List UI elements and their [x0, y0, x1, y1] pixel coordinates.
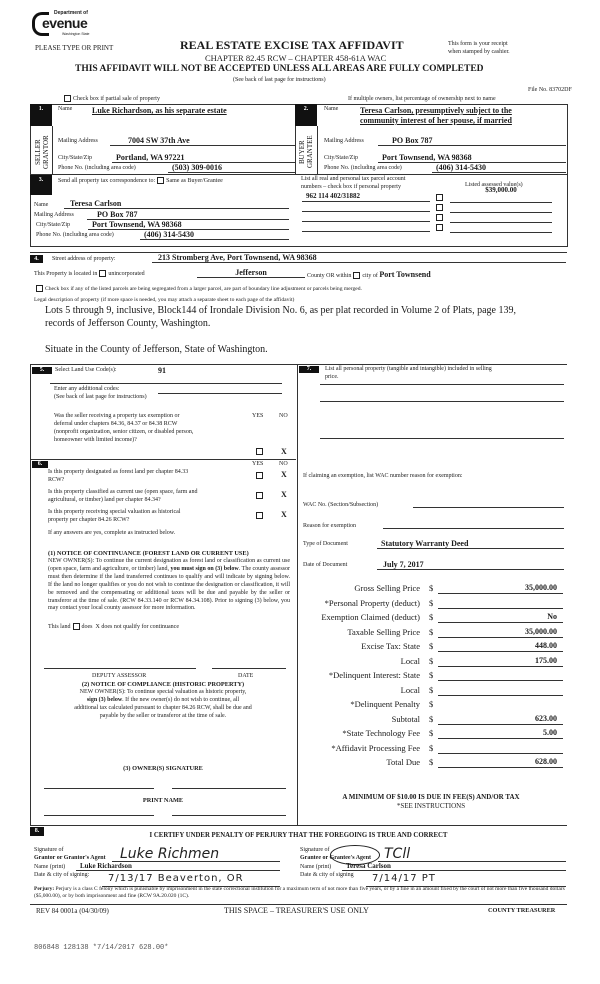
cashier-receipt-stamp: 806848 128138 *7/14/2017 628.00*	[34, 944, 169, 952]
personal-property-checkbox[interactable]	[436, 214, 443, 221]
seller-city-label: City/State/Zip	[58, 155, 92, 161]
no-header-6: NO	[279, 461, 288, 467]
question-yes-checkbox[interactable]	[256, 512, 263, 519]
grantor-signature-field[interactable]	[112, 845, 280, 862]
logo-sub-text: Washington State	[62, 32, 90, 36]
print-name-field-2[interactable]	[172, 815, 286, 816]
exemption-yes-checkbox[interactable]	[256, 448, 263, 455]
currency-symbol: $	[429, 742, 434, 753]
minimum-fee-note: A MINIMUM OF $10.00 IS DUE IN FEE(S) AND/OR TAX	[342, 793, 520, 801]
additional-codes-field[interactable]	[158, 386, 282, 394]
currency-symbol: $	[429, 670, 434, 680]
tax-row-value[interactable]: 35,000.00	[438, 627, 563, 638]
partial-sale-label: Check box if partial sale of property	[73, 95, 160, 102]
grantor-signature-label-1: Signature of	[34, 847, 64, 853]
currency-symbol: $	[429, 655, 434, 666]
exemption-question-1: Was the seller receiving a property tax exemption or	[54, 413, 180, 419]
location-line: This Property is located in unincorporated	[34, 270, 145, 277]
currency-symbol: $	[429, 699, 434, 709]
yes-header-6: YES	[252, 461, 264, 467]
section-8-marker: 8.	[30, 827, 44, 836]
exemption-question-3: (nonprofit organization, senior citizen, or disabled person,	[54, 429, 194, 435]
parcel-number-field[interactable]	[302, 212, 430, 222]
corr-name-label: Name	[34, 202, 49, 208]
grantor-date-value: 7/13/17 Beaverton, OR	[108, 873, 244, 884]
print-name-field-1[interactable]	[44, 815, 154, 816]
doc-type-field[interactable]: Statutory Warranty Deed	[377, 539, 564, 549]
legal-desc-line3[interactable]: Situate in the County of Jefferson, State of Washington.	[45, 344, 268, 355]
grantor-name-field[interactable]: Luke Richardson	[76, 862, 280, 871]
section-1-marker: 1.	[30, 104, 52, 126]
perjury-notice: Perjury: Perjury is a class C felony which is punishable by imprisonment in the state correctional institution for a maximum term of not more than five years, or by a fine in an amount fixed by the court of not more than five thousand dollars ($5,000.00), or by both imprisonment and fine (RCW 9A.20.020 (1C).	[34, 886, 565, 899]
form-revision: REV 84 0001a (04/30/09)	[36, 907, 109, 915]
legal-desc-line1[interactable]: Lots 5 through 9, inclusive, Block144 of Irondale Division No. 6, as per plat recorded in Volume 2 of Plats, page 139,	[45, 305, 516, 316]
currency-symbol: $	[429, 612, 434, 622]
additional-codes-note: (See back of last page for instructions)	[54, 394, 147, 400]
buyer-name-label: Name	[324, 106, 339, 112]
tax-row-value[interactable]	[438, 743, 563, 754]
tax-row-label: Subtotal	[391, 713, 420, 724]
corr-name-field[interactable]: Teresa Carlson	[64, 199, 289, 209]
corr-mailing-field[interactable]: PO Box 787	[87, 210, 289, 220]
doc-date-field[interactable]: July 7, 2017	[377, 560, 564, 570]
land-use-label: Select Land Use Code(s):	[55, 367, 117, 373]
buyer-city-field[interactable]: Port Townsend, WA 98368	[378, 153, 566, 163]
personal-property-checkbox[interactable]	[436, 224, 443, 231]
grantor-name-label: Name (print)	[34, 864, 66, 870]
same-as-buyer-checkbox[interactable]	[157, 177, 164, 184]
tax-row-label: *Affidavit Processing Fee	[331, 742, 420, 753]
assessed-value-label: Listed assessed value(s)	[465, 182, 523, 188]
buyer-name-field-line1[interactable]: Teresa Carlson, presumptively subject to the	[360, 106, 512, 115]
does-qualify-checkbox[interactable]	[73, 623, 80, 630]
tax-row-value[interactable]	[438, 685, 563, 696]
currency-symbol: $	[429, 728, 434, 738]
tax-row-label: Local	[400, 655, 420, 666]
grantee-date-label: Date & city of signing	[300, 872, 354, 878]
corr-city-label: City/State/Zip	[36, 222, 70, 228]
see-instructions-note: *SEE INSTRUCTIONS	[396, 802, 466, 810]
wac-no-label: WAC No. (Section/Subsection)	[303, 502, 379, 508]
seller-mailing-field[interactable]: 7004 SW 37th Ave	[110, 136, 295, 146]
buyer-city-label: City/State/Zip	[324, 155, 358, 161]
assessed-value-field[interactable]	[450, 216, 552, 233]
parcels-label-2: numbers – check box if personal property	[301, 184, 401, 190]
parcel-number-field[interactable]	[302, 222, 430, 232]
warning-banner: THIS AFFIDAVIT WILL NOT BE ACCEPTED UNLESS ALL AREAS ARE FULLY COMPLETED	[75, 64, 484, 74]
personal-property-checkbox[interactable]	[436, 204, 443, 211]
tax-row-label: Excise Tax: State	[361, 641, 420, 651]
assessed-value-field[interactable]: $39,000.00	[450, 186, 552, 203]
currency-symbol: $	[429, 757, 434, 767]
notice-compliance-title: (2) NOTICE OF COMPLIANCE (HISTORIC PROPERTY)	[81, 681, 245, 688]
seller-mailing-label: Mailing Address	[58, 138, 98, 144]
grantor-date-field[interactable]	[102, 868, 280, 887]
reason-exemption-field[interactable]	[383, 521, 564, 529]
logo-top-text: Department of	[54, 10, 88, 16]
doc-type-label: Type of Document	[303, 541, 348, 547]
grantee-name-label: Name (print)	[300, 864, 332, 870]
wac-no-field[interactable]	[413, 500, 564, 508]
reason-exemption-label: Reason for exemption	[303, 523, 356, 529]
additional-codes-label: Enter any additional codes:	[54, 386, 120, 392]
tax-row-value[interactable]: 448.00	[438, 641, 563, 652]
tax-row-value[interactable]: No	[438, 612, 563, 623]
personal-property-field-1[interactable]	[320, 384, 564, 385]
grantor-date-label: Date & city of signing:	[34, 872, 90, 878]
segregated-checkbox[interactable]	[36, 285, 43, 292]
parcel-number-field[interactable]: 962 114 402/31882	[302, 192, 430, 202]
question-yes-checkbox[interactable]	[256, 492, 263, 499]
buyer-mailing-field[interactable]: PO Box 787	[378, 136, 566, 146]
exemption-wac-label: If claiming an exemption, list WAC number reason for exemption:	[303, 473, 463, 479]
personal-property-field-2[interactable]	[320, 401, 564, 402]
owner-signature-field-2[interactable]	[172, 788, 286, 789]
unincorporated-checkbox[interactable]	[99, 270, 106, 277]
exemption-question-4: homeowner with limited income)?	[54, 437, 137, 443]
corr-mailing-label: Mailing Address	[34, 212, 74, 218]
question-yes-checkbox[interactable]	[256, 472, 263, 479]
grantee-name-field[interactable]: Teresa Carlson	[342, 862, 566, 871]
street-label: Street address of property:	[52, 256, 116, 262]
form-title: REAL ESTATE EXCISE TAX AFFIDAVIT	[180, 38, 404, 52]
correspondence-label: Send all property tax correspondence to: Same as Buyer/Grantee	[58, 177, 223, 184]
corr-city-field[interactable]: Port Townsend, WA 98368	[88, 220, 289, 230]
buyer-side-label: BUYER GRANTEE	[298, 135, 314, 169]
partial-sale	[62, 95, 160, 102]
exemption-question-2: deferral under chapters 84.36, 84.37 or 84.38 RCW	[54, 421, 178, 427]
grantor-signature-label-2: Grantor or Grantor's Agent	[34, 855, 106, 861]
legal-desc-line2[interactable]: records of Jefferson County, Washington.	[45, 318, 211, 329]
seller-city-field[interactable]: Portland, WA 97221	[112, 153, 295, 163]
grantee-date-field[interactable]	[366, 868, 566, 887]
forest-question: Is this property designated as forest land per chapter 84.33 RCW?	[48, 469, 189, 483]
deputy-assessor-label: DEPUTY ASSESSOR	[92, 673, 147, 679]
land-use-code-field[interactable]: 91	[158, 366, 166, 375]
perjury-certification: I CERTIFY UNDER PENALTY OF PERJURY THAT THE FOREGOING IS TRUE AND CORRECT	[149, 832, 448, 839]
section-3-marker: 3.	[30, 175, 52, 195]
tax-row-label: *Personal Property (deduct)	[324, 597, 420, 608]
tax-row-value[interactable]: 628.00	[438, 757, 563, 768]
tax-row-label: *Delinquent Penalty	[350, 699, 420, 709]
receipt-note-1: This form is your receipt	[448, 41, 508, 47]
personal-property-label-1: List all personal property (tangible and intangible) included in selling	[325, 366, 492, 372]
segregated-line: Check box if any of the listed parcels are being segregated from a larger parcel, are part of boundary line adjustment or parcels being merged.	[34, 285, 362, 292]
tax-row-value[interactable]: 623.00	[438, 714, 563, 725]
no-header-5: NO	[279, 413, 288, 419]
assessor-date-label: DATE	[238, 673, 254, 679]
tax-row-value[interactable]	[438, 670, 563, 681]
tax-row-value[interactable]	[438, 699, 563, 710]
logo-main-text: evenue	[42, 15, 88, 31]
partial-sale-checkbox[interactable]	[64, 95, 71, 102]
buyer-mailing-label: Mailing Address	[324, 138, 364, 144]
personal-property-field-3[interactable]	[320, 438, 564, 439]
tax-row-label: Local	[400, 684, 420, 695]
print-name-label: PRINT NAME	[142, 797, 184, 804]
tax-row-label: Exemption Claimed (deduct)	[321, 612, 420, 622]
notice-continuance-title: (1) NOTICE OF CONTINUANCE (FOREST LAND OR CURRENT USE)	[48, 550, 249, 557]
instructions-note: (See back of last page for instructions)	[233, 77, 326, 83]
please-type-label: PLEASE TYPE OR PRINT	[35, 44, 114, 52]
tax-row-value[interactable]: 5.00	[438, 728, 563, 739]
seller-name-field[interactable]: Luke Richardson, as his separate estate	[92, 106, 227, 115]
question-no-mark[interactable]: X	[281, 510, 287, 519]
forest-question: Is this property classified as current use (open space, farm and agricultural, or timber) land per chapter 84.34?	[48, 489, 198, 503]
tax-row-label: *State Technology Fee	[342, 728, 420, 738]
tax-row-value[interactable]	[438, 598, 563, 609]
exemption-no-mark[interactable]: X	[281, 447, 287, 456]
within-city-checkbox[interactable]	[353, 272, 360, 279]
corr-phone-label: Phone No. (including area code)	[36, 232, 114, 238]
receipt-note-2: when stamped by cashier.	[448, 49, 510, 55]
tax-row-value[interactable]: 175.00	[438, 656, 563, 667]
section-2-marker: 2.	[295, 104, 317, 126]
buyer-name-field-line2[interactable]: community interest of her spouse, if married	[360, 116, 512, 125]
county-field[interactable]: Jefferson	[197, 268, 305, 278]
if-yes-note: If any answers are yes, complete as instructed below.	[48, 530, 176, 536]
buyer-phone-label: Phone No. (including area code)	[324, 165, 402, 171]
personal-property-label-2: price.	[325, 374, 339, 380]
grantee-signature: TCll	[384, 846, 411, 862]
forest-question: Is this property receiving special valuation as historical property per chapter 84.26 RCW?	[48, 509, 181, 523]
parcel-number-field[interactable]	[302, 202, 430, 212]
owner-signature-label: (3) OWNER(S) SIGNATURE	[123, 765, 203, 772]
section-4-marker: 4.	[30, 255, 43, 263]
grantee-signature-label-2: Grantee or Grantee's Agent	[300, 855, 372, 861]
personal-property-checkbox[interactable]	[436, 194, 443, 201]
seller-side-label: SELLER GRANTOR	[34, 135, 50, 169]
section-5-marker: 5.	[32, 367, 52, 374]
seller-name-label: Name	[58, 106, 73, 112]
treasurer-space-label: THIS SPACE – TREASURER'S USE ONLY	[224, 906, 369, 915]
seller-phone-label: Phone No. (including area code)	[58, 165, 136, 171]
currency-symbol: $	[429, 684, 434, 695]
continuance-qualify-line: This land does X does not qualify for continuance	[48, 623, 179, 630]
doc-date-label: Date of Document	[303, 562, 348, 568]
grantor-signature: Luke Richmen	[120, 846, 220, 862]
section-7-marker: 7.	[299, 366, 319, 373]
seller-phone-field[interactable]: (503) 309-0016	[168, 163, 295, 173]
yes-header-5: YES	[252, 413, 264, 419]
county-or-within: County OR within city of Port Townsend	[307, 270, 431, 279]
tax-row-value[interactable]: 35,000.00	[438, 583, 563, 594]
legal-desc-label: Legal description of property (if more space is needed, you may attach a separate sheet to each page of the affidavit)	[34, 297, 295, 303]
currency-symbol: $	[429, 713, 434, 724]
buyer-phone-field[interactable]: (406) 314-5430	[432, 163, 566, 173]
currency-symbol: $	[429, 626, 434, 637]
city-field[interactable]: Port Townsend	[379, 270, 431, 279]
multiple-owners-note: If multiple owners, list percentage of ownership next to name	[348, 96, 496, 102]
revenue-logo	[32, 10, 92, 42]
tax-row-label: Total Due	[386, 757, 420, 767]
street-field[interactable]: 213 Stromberg Ave, Port Townsend, WA 98368	[152, 253, 566, 263]
tax-row-label: *Delinquent Interest: State	[328, 670, 420, 680]
grantee-signature-field[interactable]	[378, 845, 566, 862]
form-chapter: CHAPTER 82.45 RCW – CHAPTER 458-61A WAC	[205, 53, 387, 63]
notice-continuance-body: NEW OWNER(S): To continue the current designation as forest land or classification as current use (open space, farm and agriculture, or timber) land, you must sign on (3) below. The county assessor must then determine if the land transferred continues to qualify and will indicate by signing below. If the land no longer qualifies or you do not wish to continue the designation or classification, it will be removed and the compensating or additional taxes will be due and payable by the seller or transferor at the time of sale. (RCW 84.33.140 or RCW 84.34.108). Prior to signing (3) below, you may contact your local county assessor for more information.	[48, 558, 291, 612]
corr-phone-field[interactable]: (406) 314-5430	[140, 230, 289, 240]
parcels-label-1: List all real and personal tax parcel account	[301, 176, 406, 182]
tax-row-label: Gross Selling Price	[354, 583, 420, 593]
owner-signature-field-1[interactable]	[44, 788, 154, 789]
question-no-mark[interactable]: X	[281, 470, 287, 479]
currency-symbol: $	[429, 583, 434, 593]
section-6-marker: 6.	[32, 461, 48, 468]
currency-symbol: $	[429, 597, 434, 608]
tax-row-label: Taxable Selling Price	[347, 626, 420, 637]
currency-symbol: $	[429, 641, 434, 651]
grantee-date-value: 7/14/17 PT	[372, 873, 436, 884]
county-treasurer-label: COUNTY TREASURER	[488, 907, 556, 914]
file-number: File No. 83702DF	[528, 87, 572, 93]
question-no-mark[interactable]: X	[281, 490, 287, 499]
notice-compliance-body: NEW OWNER(S): To continue special valuation as historic property, sign (3) below. If the new owner(s) do not wish to continue, all additional tax calculated pursuant to chapter 84.26 RCW, shall be due and payable by the seller or transferor at the time of sale.	[74, 689, 252, 719]
grantee-signature-label-1: Signature of	[300, 847, 330, 853]
